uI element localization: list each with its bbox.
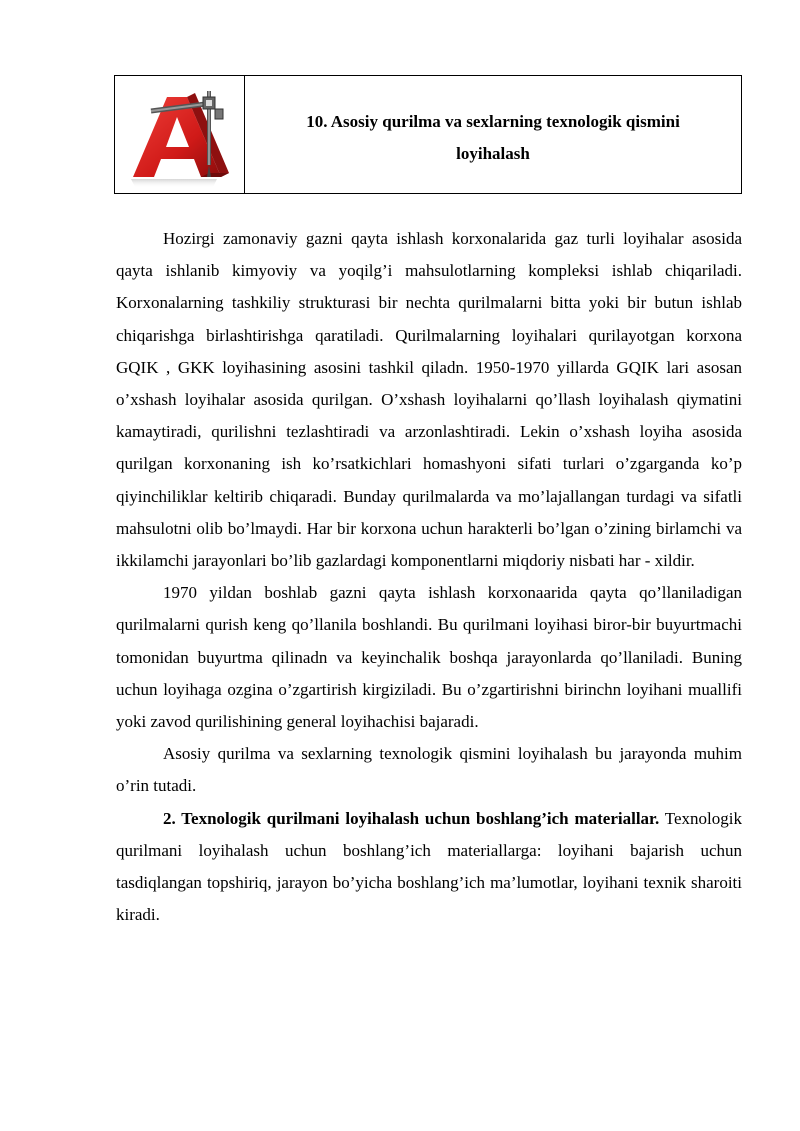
paragraph-1: Hozirgi zamonaviy gazni qayta ishlash korxonalarida gaz turli loyihalar asosida qayta ishlanib kimyoviy va yoqilg’i mahsulotlarning kompleksi ishlab chiqariladi. Korxonalarning tashkiliy strukturasi bir nechta qurilmalarni bitta yoki bir butun ishlab chiqarishga birlashtirishga qaratiladi. Qurilmalarning loyihalari qurilayotgan korxona GQIK , GKK loyihasining asosini tashkil qiladn. 1950-1970 yillarda GQIK lari asosan o’xshash loyihalar asosida qurilgan. O’xshash loyihalarni qo’llash loyihalash qiymatini kamaytiradi, qurilishni tezlashtiradi va arzonlashtiradi. Lekin o’xshash loyiha asosida qurilgan korxonaning ish ko’rsatkichlari homashyoni sifati turlari o’zgarganda ko’p qiyinchiliklar keltirib chiqaradi. Bunday qurilmalarda va mo’lajallangan turdagi va sifatli mahsulotni olib bo’lmaydi. Har bir korxona uchun harakterli bo’lgan o’zining birlamchi va ikkilamchi jarayonlari bo’lib gazlardagi komponentlarni miqdoriy nisbati har - xildir. bbox=[116, 229, 742, 571]
paragraph-2: 1970 yildan boshlab gazni qayta ishlash korxonaarida qayta qo’llaniladigan qurilmalarni qurish keng qo’llanila boshlandi. Bu qurilmani loyihasi biror-bir buyurtmachi tomonidan buyurtma qilinadn va keyinchalik boshqa jarayonlarda qo’llaniladi. Buning uchun loyihaga ozgina o’zgartirish kirgiziladi. Bu o’zgartirishni birinchn loyihani muallifi yoki zavod qurilishining general loyihachisi bajaradi. bbox=[116, 583, 742, 732]
autocad-logo-icon bbox=[121, 83, 239, 187]
section-2-paragraph bbox=[116, 803, 742, 932]
title-line-2: loyihalash bbox=[456, 143, 530, 163]
logo-cell bbox=[115, 76, 245, 193]
title-cell bbox=[245, 76, 741, 193]
title-line-1: 10. Asosiy qurilma va sexlarning texnologik qismini bbox=[306, 111, 680, 131]
section-2-text: Texnologik qurilmani loyihalash uchun boshlang’ich materiallarga: loyihani bajarish uchun tasdiqlangan topshiriq, jarayon bo’yicha boshlang’ich ma’lumotlar, loyihani texnik sharoiti kiradi. bbox=[116, 808, 742, 925]
header-table bbox=[114, 75, 742, 194]
document-body bbox=[116, 223, 742, 931]
section-2-heading: 2. Texnologik qurilmani loyihalash uchun boshlang’ich materiallar. bbox=[163, 808, 660, 828]
paragraph-3: Asosiy qurilma va sexlarning texnologik qismini loyihalash bu jarayonda muhim o’rin tutadi. bbox=[116, 744, 742, 796]
document-title bbox=[306, 106, 680, 170]
